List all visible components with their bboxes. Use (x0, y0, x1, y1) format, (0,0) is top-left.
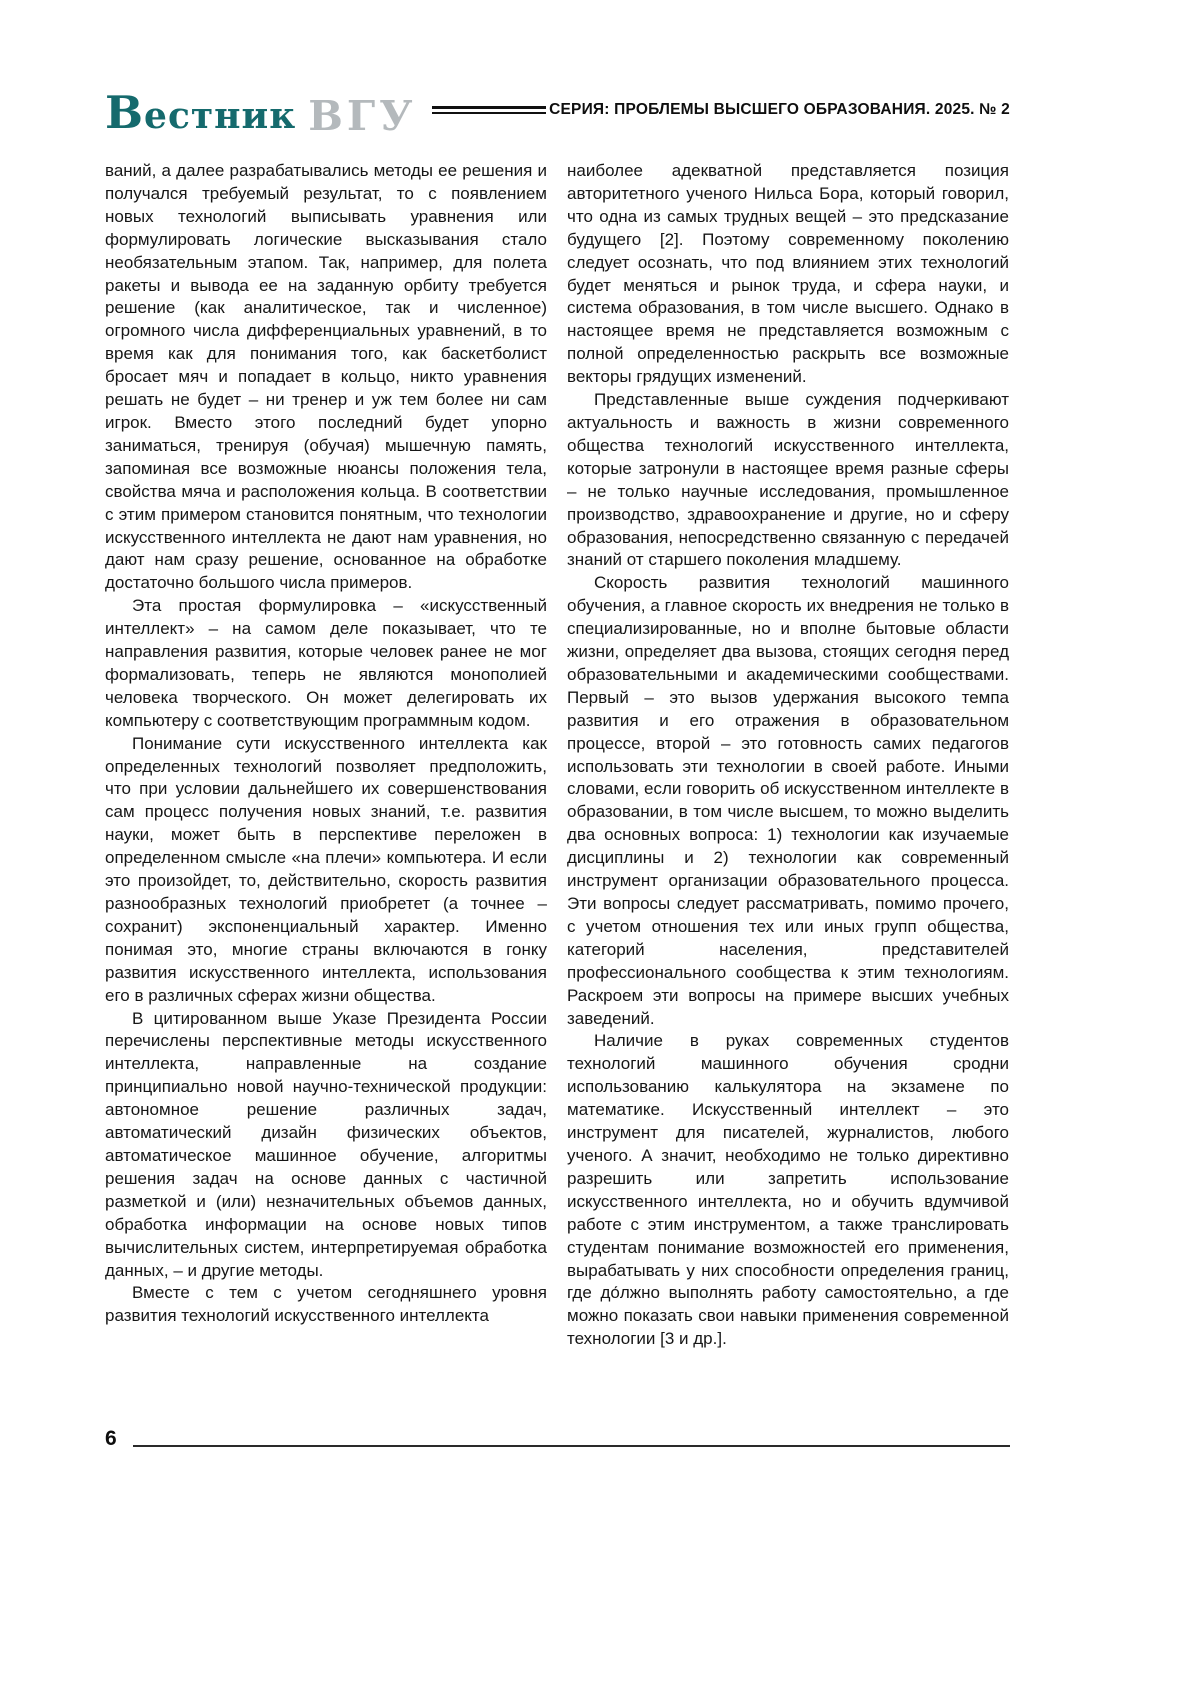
paragraph: Вместе с тем с учетом сегодняшнего уровня развития технологий искусственного интеллекта (105, 1283, 547, 1326)
paragraph: Представленные выше суждения подчеркивают актуальность и важность в жизни современного общества технологий искусственного интеллекта, которые затронули в настоящее время разные сферы – не только научные исследования, промышленное производство, здравоохранение и другие, но и сферу образования, непосредственно связанную с передачей знаний от старшего поколения младшему. (567, 390, 1009, 570)
paragraph: Скорость развития технологий машинного обучения, а главное скорость их внедрения не только в специализированные, но и вполне бытовые области жизни, определяет два вызова, стоящих сегодня перед образовательными и академическими сообществами. Первый – это вызов удержания высокого темпа развития и его отражения в образовательном процессе, второй – это готовность самих педагогов использовать эти технологии в своей работе. Иными словами, если говорить об искусственном интеллекте в образовании, в том числе высшем, то можно выделить два основных вопроса: 1) технологии как изучаемые дисциплины и 2) технологии как современный инструмент организации образовательного процесса. Эти вопросы следует рассматривать, помимо прочего, с учетом отношения тех или иных групп общества, категорий населения, представителей профессионального сообщества к этим технологиям. Раскроем эти вопросы на примере высших учебных заведений. (567, 573, 1009, 1028)
page-footer (105, 1428, 1010, 1449)
footer-rule (133, 1445, 1010, 1447)
left-column (105, 160, 547, 1351)
paragraph: В цитированном выше Указе Президента России перечислены перспективные методы искусственного интеллекта, направленные на создание принципиально новой научно-технической продукции: автономное решение различных задач, автоматический дизайн физических объектов, автоматическое машинное обучение, алгоритмы решения задач на основе данных с частичной разметкой и (или) незначительных объемов данных, обработка информации на основе новых типов вычислительных систем, интерпретируемая обработка данных, – и другие методы. (105, 1008, 547, 1280)
paragraph: ваний, а далее разрабатывались методы ее решения и получался требуемый результат, то с появлением новых технологий выписывать уравнения или формулировать логические высказывания стало необязательным этапом. Так, например, для полета ракеты и вывода ее на заданную орбиту требуется решение (как аналитическое, так и численное) огромного числа дифференциальных уравнений, в то время как для понимания того, как баскетболист бросает мяч и попадает в кольцо, никто уравнения решать не будет – ни тренер и уж тем более ни сам игрок. Вместо этого последний будет упорно заниматься, тренируя (обучая) мышечную память, запоминая все возможные нюансы положения тела, свойства мяча и расположения кольца. В соответствии с этим примером становится понятным, что технологии искусственного интеллекта не дают нам уравнения, но дают нам сразу решение, основанное на обработке достаточно большого числа примеров. (105, 161, 547, 593)
right-column (567, 160, 1009, 1351)
paragraph: Эта простая формулировка – «искусственный интеллект» – на самом деле показывает, что те направления развития, которые человек ранее не мог формализовать, теперь не являются монополией человека творческого. Он может делегировать их компьютеру с соответствующим программным кодом. (105, 596, 547, 730)
paragraph: Наличие в руках современных студентов технологий машинного обучения сродни использованию калькулятора на экзамене по математике. Искусственный интеллект – это инструмент для писателей, журналистов, любого ученого. А значит, необходимо не только директивно разрешить или запретить использование искусственного интеллекта, но и обучить вдумчивой работе с этим инструментом, а также транслировать студентам понимание возможностей его применения, вырабатывать у них способности определения границ, где до́лжно выполнять работу самостоятельно, а где можно показать свои навыки применения современной технологии [3 и др.]. (567, 1031, 1009, 1349)
page-number: 6 (105, 1427, 117, 1450)
article-body (105, 160, 1010, 1351)
series-title: СЕРИЯ: ПРОБЛЕМЫ ВЫСШЕГО ОБРАЗОВАНИЯ. 2025. № 2 (549, 101, 1010, 118)
page-header (105, 86, 1010, 140)
logo-text-vgu: ВГУ (308, 92, 417, 140)
paragraph: Понимание сути искусственного интеллекта как определенных технологий позволяет предположить, что при условии дальнейшего их совершенствования сам процесс получения новых знаний, т.е. развития науки, может быть в перспективе переложен в определенном смысле «на плечи» компьютера. И если это произойдет, то, действительно, скорость развития разнообразных технологий приобретет (а точнее – сохранит) экспоненциальный характер. Именно понимая это, многие страны включаются в гонку развития искусственного интеллекта, использования его в различных сферах жизни общества. (105, 733, 547, 1005)
logo-text-vestnik: Вестник (105, 86, 297, 139)
journal-logo (105, 86, 417, 140)
paragraph: наиболее адекватной представляется позиция авторитетного ученого Нильса Бора, который говорил, что одна из самых трудных вещей – это предсказание будущего [2]. Поэтому современному поколению следует осознать, что под влиянием этих технологий будет меняться и рынок труда, и сфера науки, и система образования, в том числе высшего. Однако в настоящее время не представляется возможным с полной определенностью раскрыть все возможные векторы грядущих изменений. (567, 161, 1009, 387)
header-double-rule (432, 106, 546, 114)
